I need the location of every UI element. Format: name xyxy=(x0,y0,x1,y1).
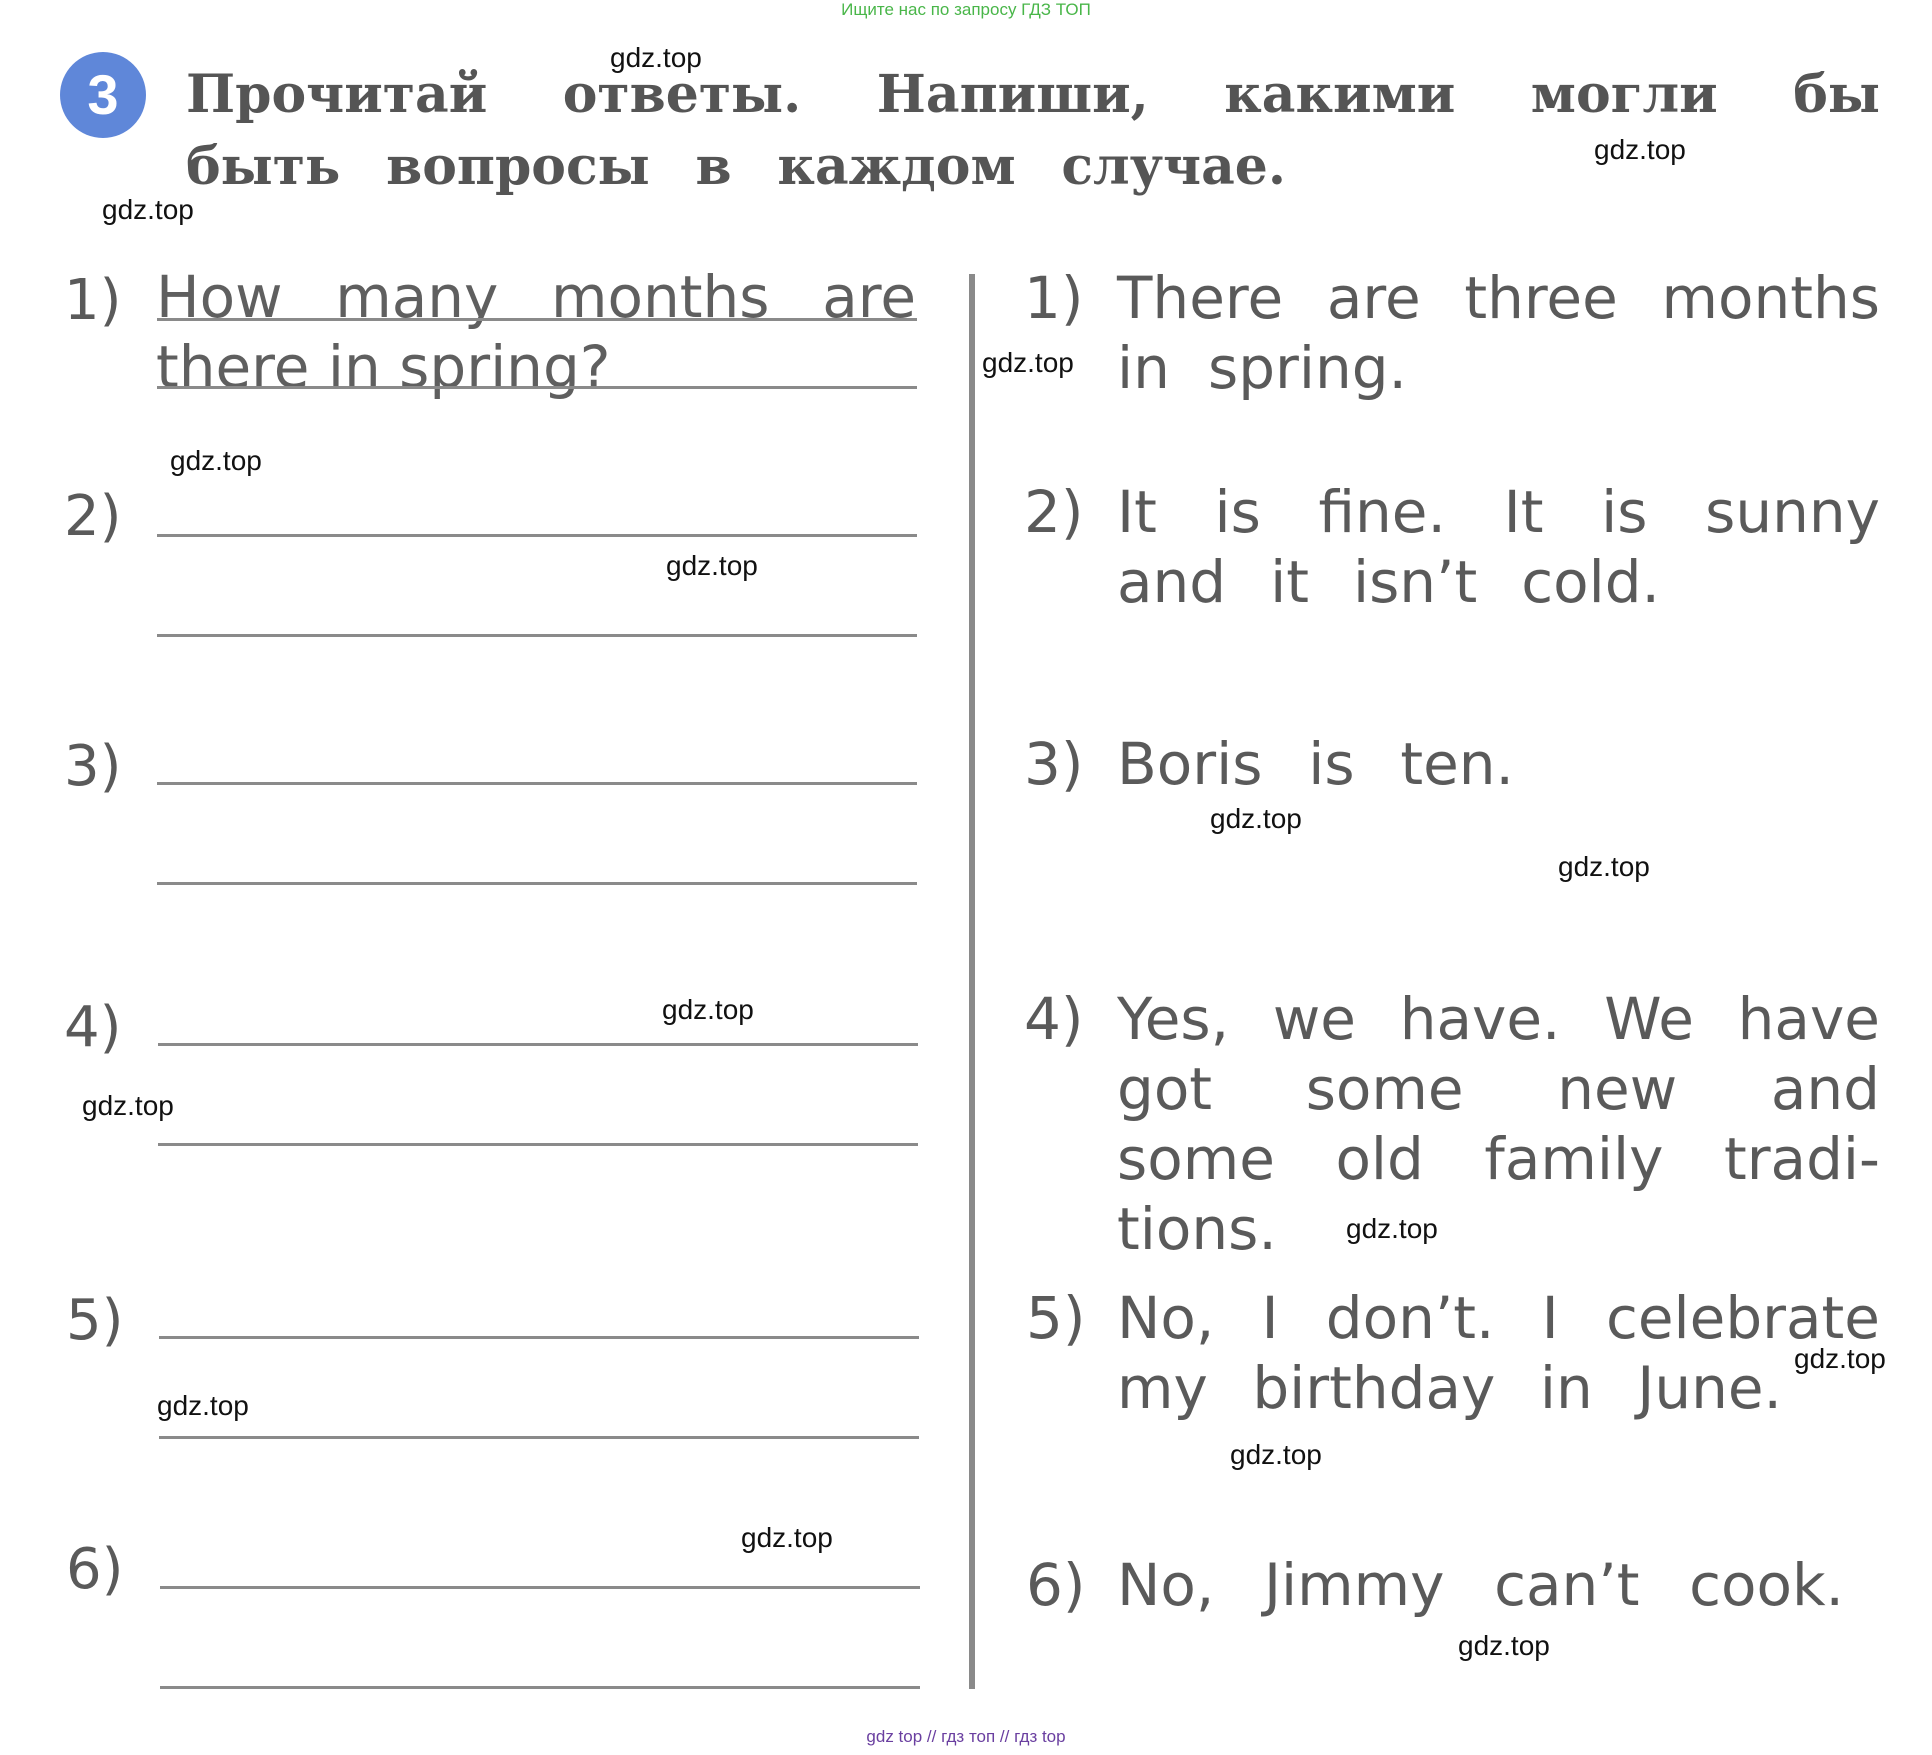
answer-number: 4) xyxy=(1024,985,1084,1053)
question-number: 4) xyxy=(64,995,122,1060)
answer-word: It xyxy=(1503,478,1544,546)
answer-word: new xyxy=(1557,1055,1678,1123)
answer-1-line-2 xyxy=(1117,334,1407,402)
task-word: Прочитай xyxy=(186,64,488,125)
answer-4-line-4 xyxy=(1117,1195,1277,1263)
answer-word: my xyxy=(1117,1354,1208,1422)
watermark: gdz.top xyxy=(741,1522,833,1553)
watermark: gdz.top xyxy=(1346,1213,1438,1244)
column-divider xyxy=(969,274,975,1689)
writing-line xyxy=(157,882,917,885)
answer-word: in xyxy=(1539,1354,1593,1422)
answer-word: is xyxy=(1601,478,1648,546)
writing-line xyxy=(157,634,917,637)
task-instruction-line-1 xyxy=(186,64,1880,125)
task-word: могли xyxy=(1530,64,1718,125)
watermark: gdz.top xyxy=(1210,803,1302,834)
writing-line xyxy=(160,1586,920,1589)
answer-word: There xyxy=(1117,264,1284,332)
answer-word: some xyxy=(1305,1055,1464,1123)
writing-line xyxy=(158,1043,918,1046)
watermark: gdz.top xyxy=(1558,851,1650,882)
answer-number: 3) xyxy=(1024,730,1084,798)
watermark: gdz.top xyxy=(666,550,758,581)
task-instruction-line-2 xyxy=(186,136,1286,197)
answer-word: have. xyxy=(1399,985,1561,1053)
writing-line xyxy=(159,1336,919,1339)
task-word: Напиши, xyxy=(876,64,1149,125)
answer-word: don’t. xyxy=(1325,1284,1495,1352)
answer-word: it xyxy=(1270,548,1309,616)
writing-line xyxy=(158,1143,918,1146)
footer-note: gdz top // гдз топ // гдз top xyxy=(866,1727,1066,1746)
question-number: 6) xyxy=(66,1537,124,1602)
answer-word: old xyxy=(1335,1125,1424,1193)
task-word: ответы. xyxy=(562,64,802,125)
answer-word: I xyxy=(1541,1284,1559,1352)
writing-line xyxy=(159,1436,919,1439)
answer-word: and xyxy=(1117,548,1227,616)
answer-1-line-1 xyxy=(1117,264,1880,332)
watermark: gdz.top xyxy=(1230,1439,1322,1470)
watermark: gdz.top xyxy=(102,194,194,225)
answer-4-line-3 xyxy=(1117,1125,1880,1193)
answer-word: fine. xyxy=(1318,478,1446,546)
answer-word: sunny xyxy=(1705,478,1880,546)
question-number: 3) xyxy=(64,734,122,799)
handwritten-question-line-2: there in spring? xyxy=(156,333,611,401)
answer-word: is xyxy=(1308,730,1355,798)
writing-line xyxy=(157,782,917,785)
answer-word: we xyxy=(1272,985,1356,1053)
answer-word: celebrate xyxy=(1605,1284,1880,1352)
answer-4-line-1 xyxy=(1117,985,1880,1053)
answer-word: No, xyxy=(1117,1284,1215,1352)
answer-word: and xyxy=(1770,1055,1880,1123)
answer-word: is xyxy=(1214,478,1261,546)
writing-line xyxy=(157,386,917,389)
answer-word: months xyxy=(1661,264,1880,332)
answer-word: No, xyxy=(1117,1551,1215,1619)
watermark: gdz.top xyxy=(662,994,754,1025)
task-word: какими xyxy=(1224,64,1456,125)
hand-word: months xyxy=(551,263,770,331)
answer-word: isn’t xyxy=(1352,548,1478,616)
answer-word: have xyxy=(1737,985,1880,1053)
watermark: gdz.top xyxy=(610,42,702,73)
answer-number: 6) xyxy=(1026,1551,1086,1619)
answer-word: family xyxy=(1484,1125,1664,1193)
answer-2-line-1 xyxy=(1117,478,1880,546)
answer-4-line-2 xyxy=(1117,1055,1880,1123)
answer-word: I xyxy=(1261,1284,1279,1352)
watermark: gdz.top xyxy=(170,445,262,476)
answer-number: 2) xyxy=(1024,478,1084,546)
watermark: gdz.top xyxy=(1458,1630,1550,1661)
answer-word: birthday xyxy=(1252,1354,1496,1422)
task-word: в xyxy=(695,136,732,197)
hand-word: How xyxy=(156,263,283,331)
answer-word: Boris xyxy=(1117,730,1263,798)
answer-word: cook. xyxy=(1689,1551,1844,1619)
watermark: gdz.top xyxy=(1594,134,1686,165)
task-word: бы xyxy=(1793,64,1880,125)
writing-line xyxy=(160,1686,920,1689)
answer-5-line-1 xyxy=(1117,1284,1880,1352)
answer-word: tradi- xyxy=(1723,1125,1880,1193)
task-word: каждом xyxy=(777,136,1016,197)
exercise-number-badge: 3 xyxy=(60,52,146,138)
answer-6-line-1 xyxy=(1117,1551,1844,1619)
watermark: gdz.top xyxy=(157,1390,249,1421)
question-number: 1) xyxy=(64,268,122,333)
task-word: случае. xyxy=(1061,136,1286,197)
answer-word: We xyxy=(1604,985,1694,1053)
top-note: Ищите нас по запросу ГДЗ ТОП xyxy=(841,0,1091,19)
answer-word: ten. xyxy=(1400,730,1514,798)
answer-word: three xyxy=(1464,264,1618,332)
answer-word: in xyxy=(1117,334,1170,402)
answer-word: tions. xyxy=(1117,1195,1277,1263)
watermark: gdz.top xyxy=(1794,1343,1886,1374)
task-word: быть xyxy=(186,136,341,197)
answer-word: are xyxy=(1326,264,1421,332)
task-word: вопросы xyxy=(386,136,650,197)
answer-word: June. xyxy=(1637,1354,1782,1422)
answer-word: can’t xyxy=(1494,1551,1640,1619)
answer-word: some xyxy=(1117,1125,1275,1193)
answer-number: 1) xyxy=(1024,264,1084,332)
question-number: 2) xyxy=(64,484,122,549)
answer-number: 5) xyxy=(1026,1284,1086,1352)
answer-word: cold. xyxy=(1521,548,1660,616)
answer-word: spring. xyxy=(1207,334,1407,402)
answer-word: Jimmy xyxy=(1263,1551,1445,1619)
writing-line xyxy=(157,534,917,537)
watermark: gdz.top xyxy=(982,347,1074,378)
answer-word: got xyxy=(1117,1055,1213,1123)
question-number: 5) xyxy=(66,1288,124,1353)
answer-5-line-2 xyxy=(1117,1354,1782,1422)
answer-word: Yes, xyxy=(1117,985,1230,1053)
hand-word: many xyxy=(335,263,499,331)
watermark: gdz.top xyxy=(82,1090,174,1121)
hand-word: are xyxy=(822,263,916,331)
answer-3-line-1 xyxy=(1117,730,1514,798)
answer-word: It xyxy=(1117,478,1157,546)
writing-line xyxy=(157,318,917,321)
answer-2-line-2 xyxy=(1117,548,1660,616)
